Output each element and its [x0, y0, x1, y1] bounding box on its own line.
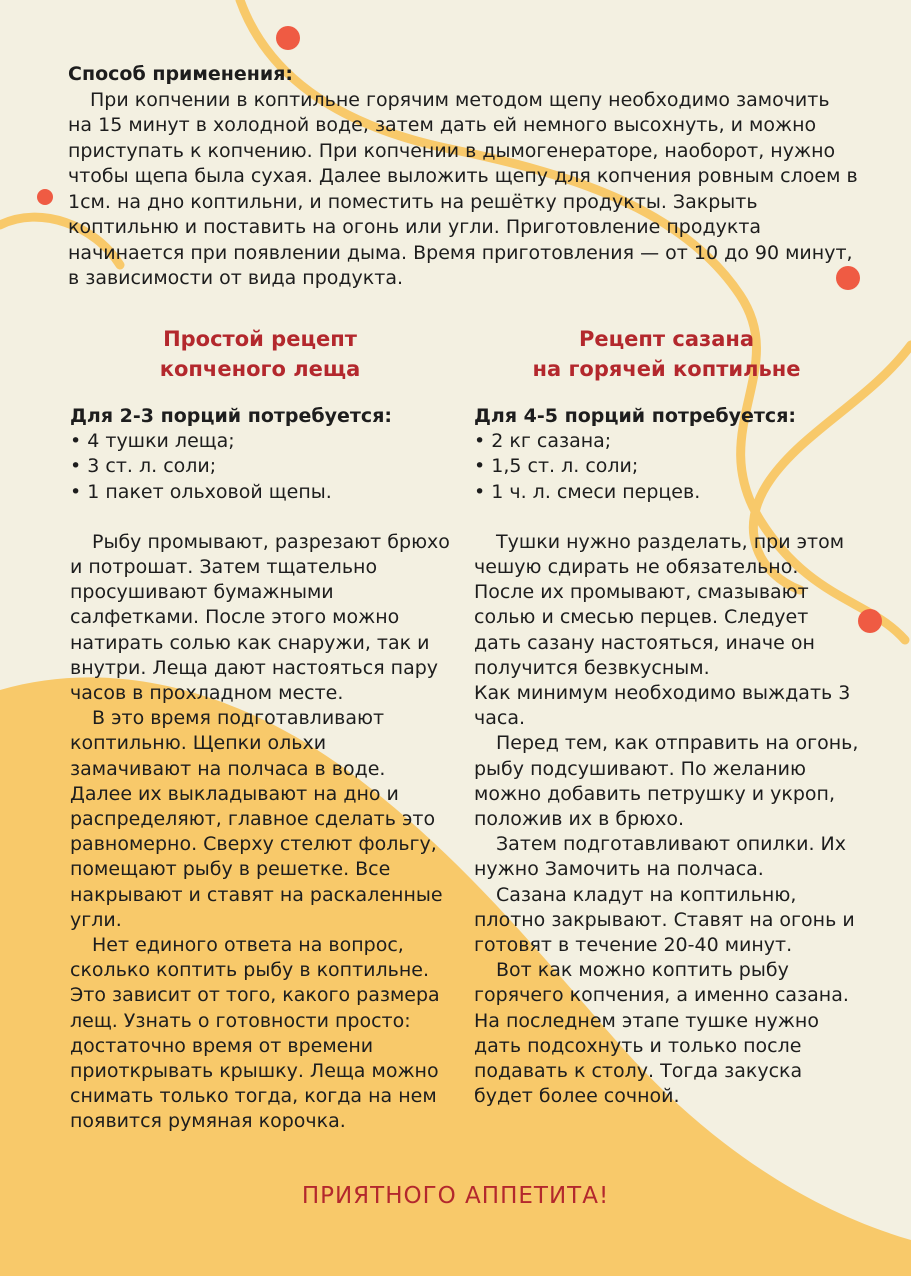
recipe-carp-step: Перед тем, как отправить на огонь, рыбу подсушивают. По желанию можно добавить петрушку и укроп, положив их в брюхо. — [474, 732, 859, 831]
ingredient-item: • 2 кг сазана; — [474, 430, 612, 453]
recipe-carp-step: Как минимум необходимо выждать 3 часа. — [474, 682, 851, 730]
ingredient-item: • 3 ст. л. соли; — [70, 455, 217, 478]
ingredient-item: • 1 ч. л. смеси перцев. — [474, 480, 701, 503]
recipe-bream-step: Рыбу промывают, разрезают брюхо и потрошат. Затем тщательно просушивают бумажными салфетками. После этого можно натирать солью как снаружи, так и внутри. Леща дают настояться пару часов в прохладном месте. — [70, 530, 450, 705]
recipe-bream-ingredients — [70, 429, 450, 505]
recipe-bream-portions: Для 2-3 порций потребуется: — [70, 405, 392, 427]
recipe-carp-portions: Для 4-5 порций потребуется: — [474, 405, 796, 427]
bon-appetit-footer: ПРИЯТНОГО АППЕТИТА! — [301, 1183, 610, 1209]
recipe-carp-title-line1: Рецепт сазана — [578, 327, 755, 351]
red-dot-right-lower — [858, 609, 882, 633]
recipe-carp-step: Вот как можно коптить рыбу горячего копчения, а именно сазана. На последнем этапе тушке нужно дать подсохнуть и только после подавать к столу. Тогда закуска будет более сочной. — [474, 959, 849, 1108]
recipe-carp-ingredients — [474, 429, 859, 505]
recipe-carp-step: Сазана кладут на коптильню, плотно закрывают. Ставят на огонь и готовят в течение 20-40 минут. — [474, 883, 855, 957]
ingredient-item: • 1 пакет ольховой щепы. — [70, 480, 332, 503]
recipe-bream-title — [70, 324, 450, 384]
recipe-carp — [474, 324, 859, 1109]
recipe-bream-title-line1: Простой рецепт — [163, 327, 357, 351]
recipe-bream — [70, 324, 450, 1135]
usage-section — [68, 62, 858, 292]
recipe-carp-title-line2: на горячей коптильне — [532, 357, 801, 381]
recipe-carp-step: Затем подготавливают опилки. Их нужно Замочить на полчаса. — [474, 833, 846, 881]
recipe-carp-step: Тушки нужно разделать, при этом чешую сдирать не обязательно. После их промывают, смазывают солью и смесью перцев. Следует дать сазану настояться, иначе он получится безвкусным. — [474, 530, 845, 679]
red-dot-left — [37, 189, 53, 205]
recipe-bream-step: В это время подготавливают коптильню. Щепки ольхи замачивают на полчаса в воде. Далее их выкладывают на дно и распределяют, главное сделать это равномерно. Сверху стелют фольгу, помещают рыбу в решетке. Все накрывают и ставят на раскаленные угли. — [70, 707, 443, 931]
recipe-bream-title-line2: копченого леща — [159, 357, 361, 381]
ingredient-item: • 1,5 ст. л. соли; — [474, 455, 639, 478]
recipe-bream-step: Нет единого ответа на вопрос, сколько коптить рыбу в коптильне. Это зависит от того, какого размера лещ. Узнать о готовности просто: достаточно время от времени приоткрывать крышку. Леща можно снимать только тогда, когда на нем появится румяная корочка. — [70, 934, 440, 1133]
ingredient-item: • 4 тушки леща; — [70, 430, 235, 453]
usage-heading: Способ применения: — [68, 63, 294, 85]
recipe-carp-title — [474, 324, 859, 384]
red-dot-top — [276, 26, 300, 50]
usage-text: При копчении в коптильне горячим методом щепу необходимо замочить на 15 минут в холодной воде, затем дать ей немного высохнуть, и можно приступать к копчению. При копчении в дымогенераторе, наоборот, нужно чтобы щепа была сухая. Далее выложить щепу для копчения ровным слоем в 1см. на дно коптильни, и поместить на решётку продукты. Закрыть коптильню и поставить на огонь или угли. Приготовление продукта начинается при появлении дыма. Время приготовления — от 10 до 90 минут, в зависимости от вида продукта. — [68, 88, 858, 289]
